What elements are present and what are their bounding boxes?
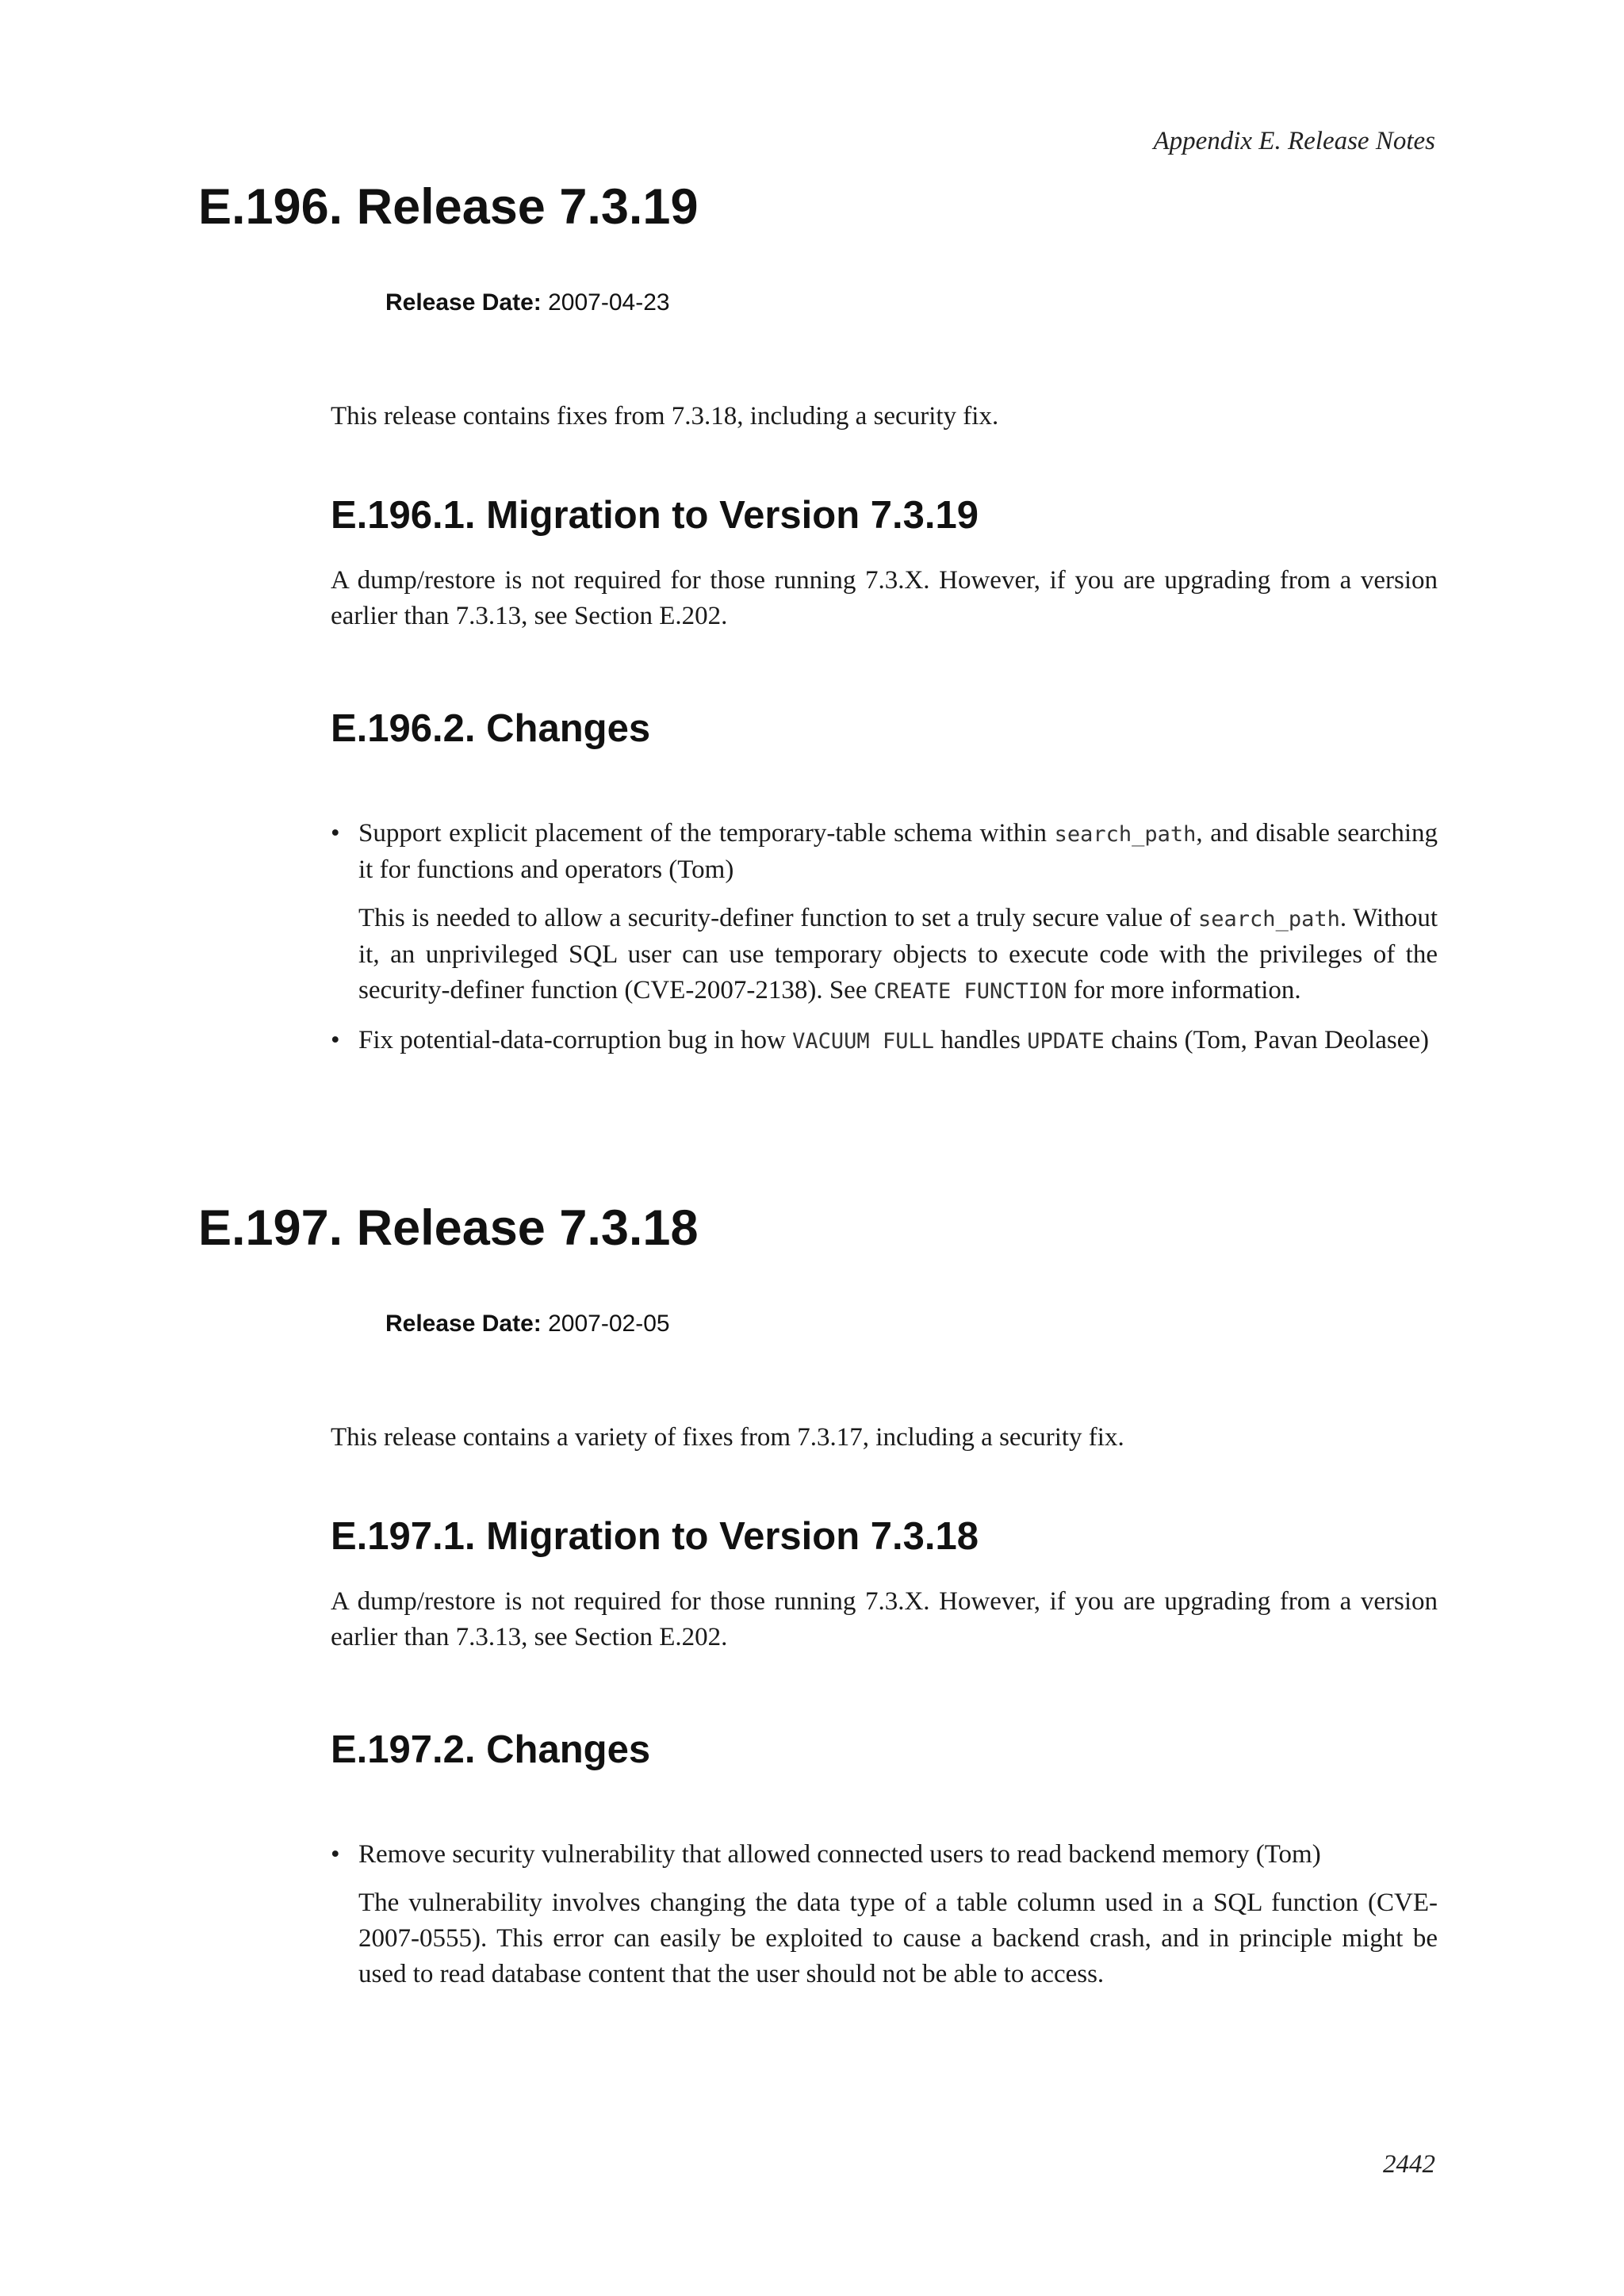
change-item-text: Remove security vulnerability that allowed connected users to read backend memory (Tom) [358, 1840, 1321, 1869]
release-date-e197 [385, 1311, 670, 1337]
release-date-e196 [385, 289, 670, 316]
change-item-detail: This is needed to allow a security-definer function to set a truly secure value of search_path. Without it, an unprivileged SQL user can use temporary objects to execute code with the privileges of the security-definer function (CVE-2007-2138). See CREATE FUNCTION for more information. [358, 904, 1438, 1004]
section-title-e197: E.197. Release 7.3.18 [198, 1200, 699, 1256]
change-item [331, 1023, 1438, 1059]
code-update: UPDATE [1027, 1029, 1105, 1054]
code-search-path: search_path [1054, 822, 1197, 847]
release-date-value: 2007-02-05 [548, 1311, 670, 1337]
bullet-icon: • [331, 1840, 340, 1869]
change-item-text: Support explicit placement of the temporary-table schema within search_path, and disable searching it for functions and operators (Tom) [358, 819, 1438, 884]
migration-text-e197: A dump/restore is not required for those running 7.3.X. However, if you are upgrading from a version earlier than 7.3.13, see Section E.202. [331, 1587, 1438, 1651]
release-date-label: Release Date: [385, 289, 542, 316]
migration-title-e196: E.196.1. Migration to Version 7.3.19 [331, 494, 979, 537]
section-title-e196: E.196. Release 7.3.19 [198, 179, 699, 235]
migration-title-e197: E.197.1. Migration to Version 7.3.18 [331, 1515, 979, 1558]
changes-title-e196: E.196.2. Changes [331, 707, 651, 750]
section-intro-e197: This release contains a variety of fixes from 7.3.17, including a security fix. [331, 1423, 1124, 1452]
change-item-text: Fix potential-data-corruption bug in how VACUUM FULL handles UPDATE chains (Tom, Pavan Deolasee) [358, 1026, 1429, 1054]
running-header: Appendix E. Release Notes [1153, 127, 1435, 155]
code-vacuum-full: VACUUM FULL [792, 1029, 934, 1054]
migration-text-e196: A dump/restore is not required for those running 7.3.X. However, if you are upgrading from a version earlier than 7.3.13, see Section E.202. [331, 566, 1438, 630]
code-create-function: CREATE FUNCTION [873, 979, 1067, 1004]
section-intro-e196: This release contains fixes from 7.3.18, including a security fix. [331, 402, 999, 430]
page-number: 2442 [1383, 2150, 1435, 2179]
change-item [331, 1837, 1438, 1992]
changes-title-e197: E.197.2. Changes [331, 1728, 651, 1771]
bullet-icon: • [331, 1026, 340, 1054]
change-item [331, 816, 1438, 1009]
release-date-label: Release Date: [385, 1311, 542, 1337]
change-item-detail: The vulnerability involves changing the data type of a table column used in a SQL function (CVE-2007-0555). This error can easily be exploited to cause a backend crash, and in principle might be used to read database content that the user should not be able to access. [358, 1888, 1438, 1988]
bullet-icon: • [331, 819, 340, 848]
release-date-value: 2007-04-23 [548, 289, 670, 316]
code-search-path: search_path [1198, 907, 1340, 932]
